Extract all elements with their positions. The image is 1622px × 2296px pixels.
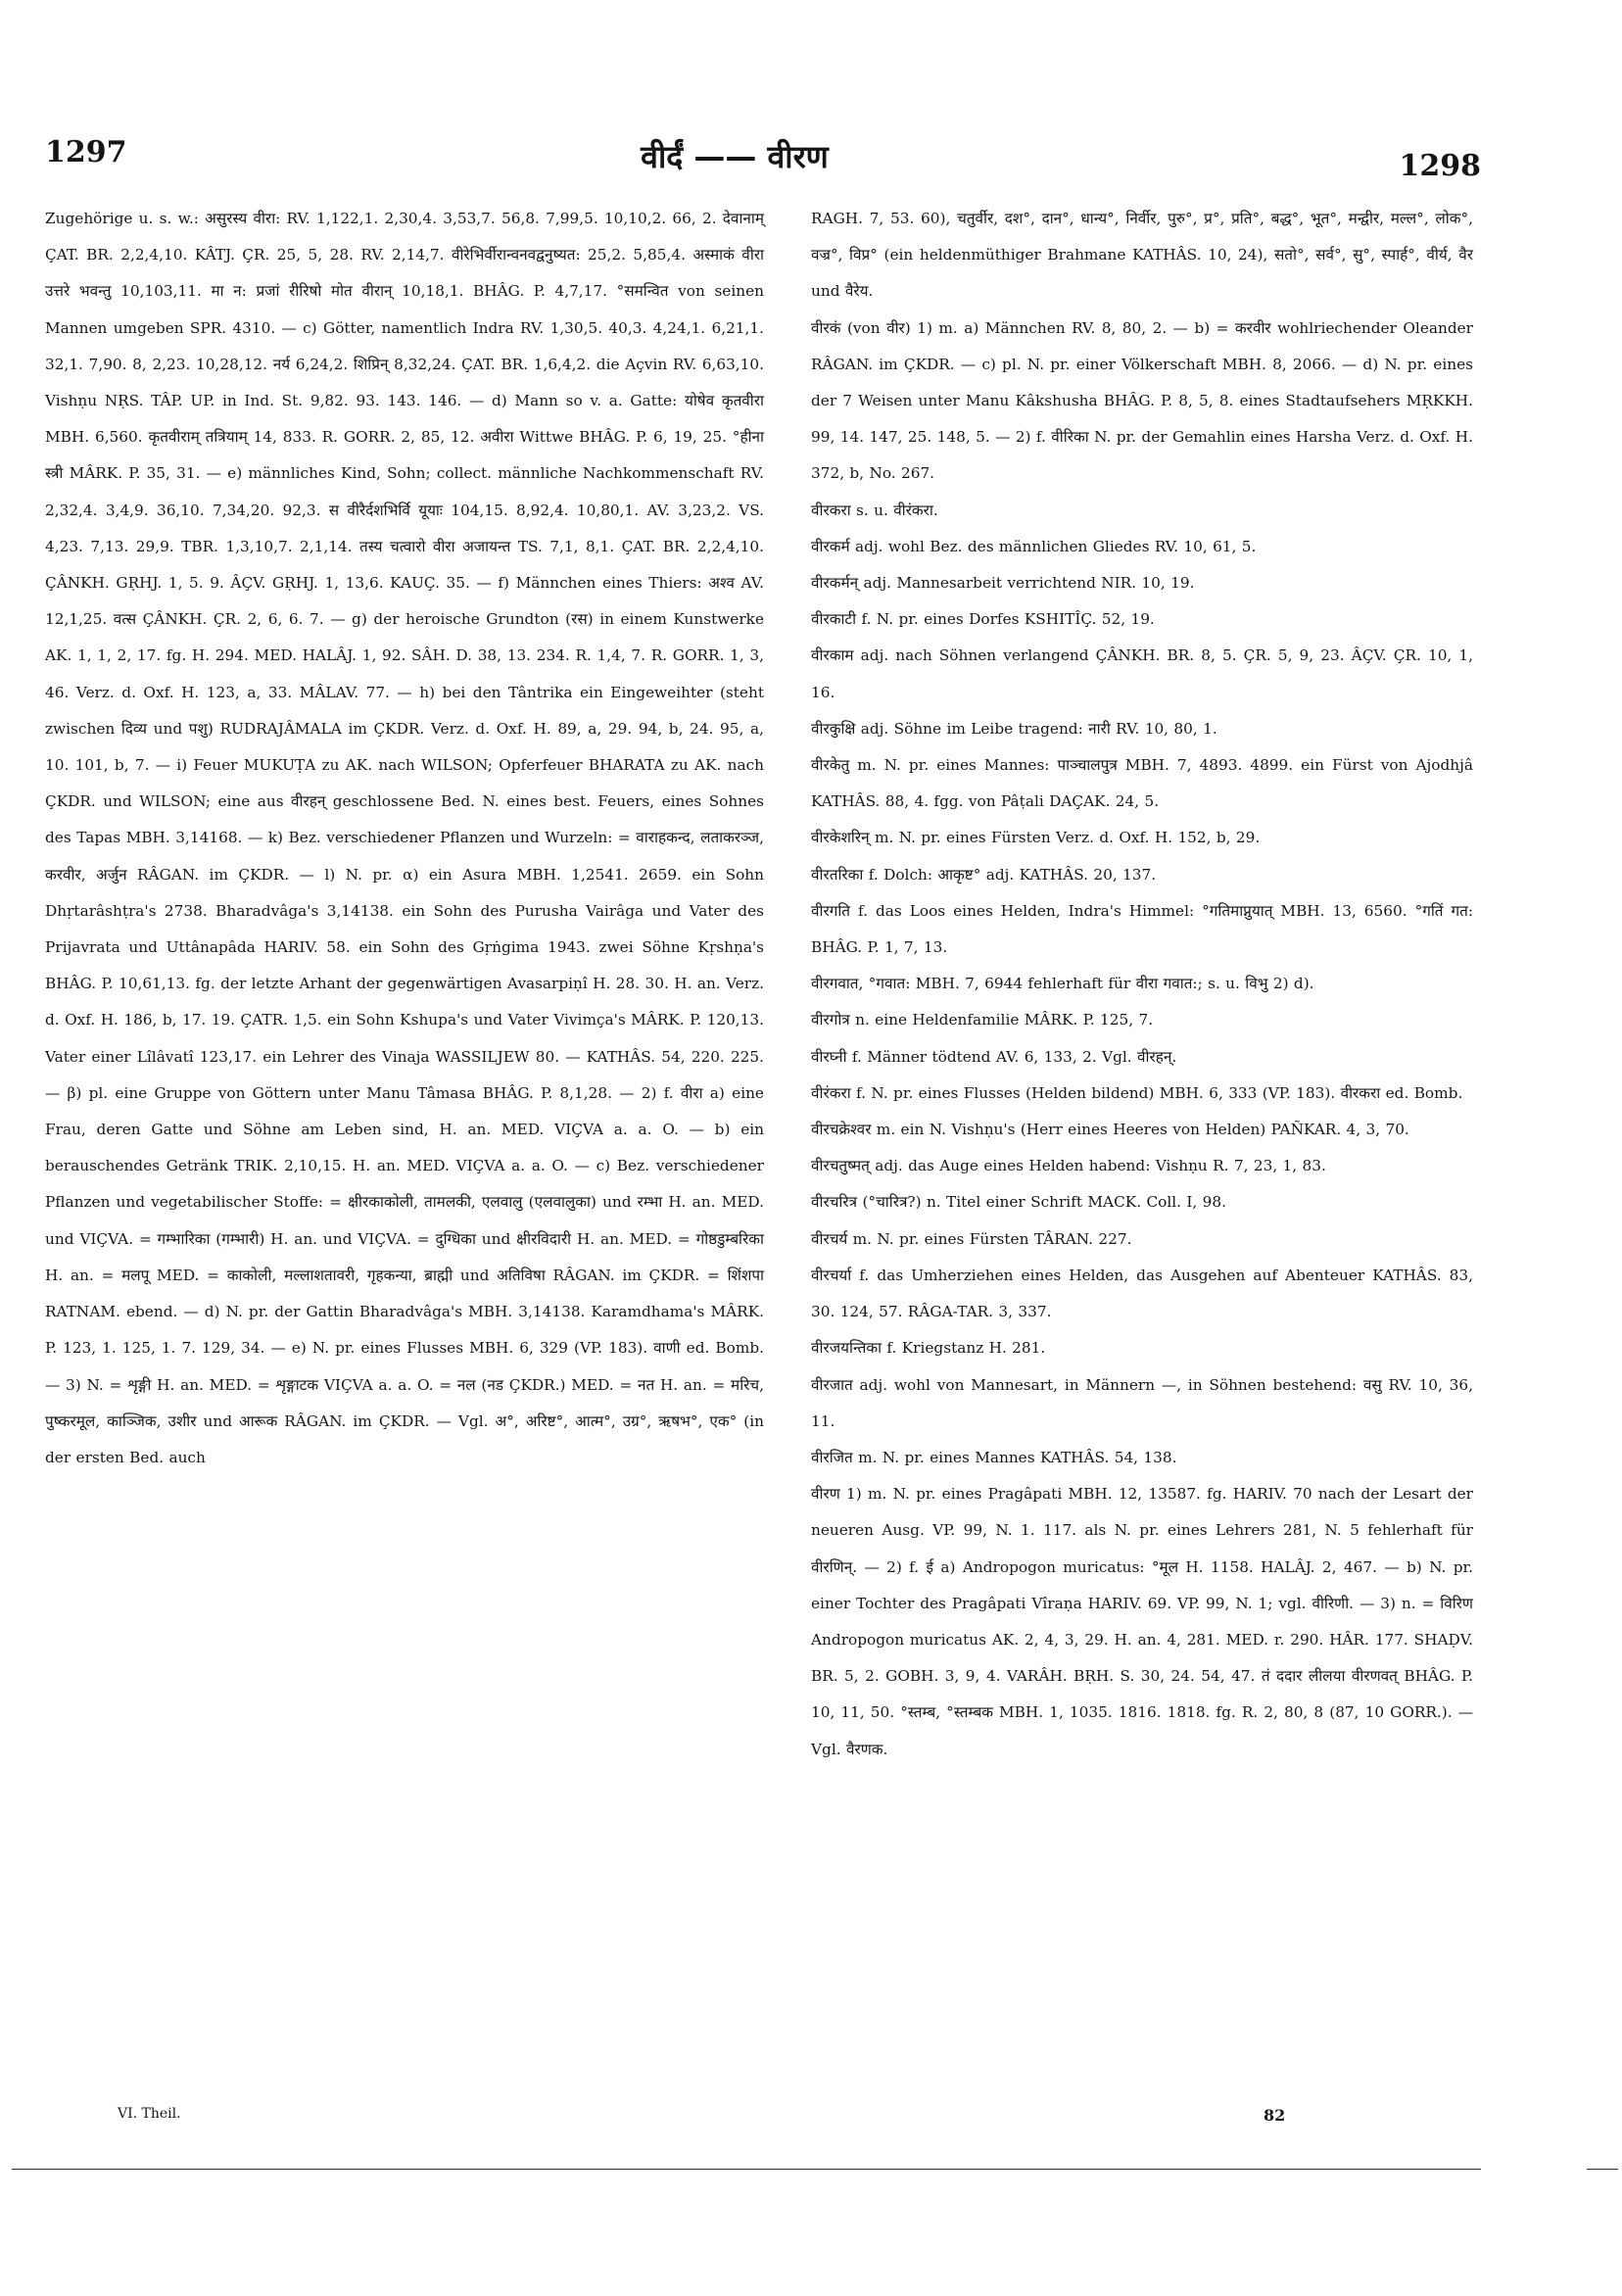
entry-virakama: वीरकाम adj. nach Söhnen verlangend ÇÂNKH. BR. 8, 5. ÇR. 5, 9, 23. ÂÇV. ÇR. 10, 1, 16. — [811, 646, 1473, 701]
entry-virachakshusmat: वीरचतुष्मत् adj. das Auge eines Helden habend: Vishṇu R. 7, 23, 1, 83. — [811, 1157, 1326, 1175]
volume-note: VI. Theil. — [118, 2106, 181, 2122]
entry-virak: वीरकं (von वीर) 1) m. a) Männchen RV. 8, 80, 2. — b) = करवीर wohlriechender Oleander RÂGAN. im ÇKDR. — c) pl. N. pr. einer Völkerschaft MBH. 8, 2066. — d) N. pr. eines der 7 Weisen unter Manu Kâkshusha BHÂG. P. 8, 5, 8. eines Stadtaufsehers MṚKKH. 99, 14. 147, 25. 148, 5. — 2) f. वीरिका N. pr. der Gemahlin eines Harsha Verz. d. Oxf. H. 372, b, No. 267. — [811, 318, 1473, 483]
entry-virachakreshvara: वीरचक्रेश्वर m. ein N. Vishṇu's (Herr eines Heeres von Helden) PAÑKAR. 4, 3, 70. — [811, 1121, 1409, 1139]
entry-viragavata: वीरगवात, °गवात: MBH. 7, 6944 fehlerhaft für वीरा गवात:; s. u. विभु 2) d). — [811, 975, 1314, 993]
entry-virakarma: वीरकर्म adj. wohl Bez. des männlichen Gliedes RV. 10, 61, 5. — [811, 537, 1257, 555]
right-column — [811, 201, 1473, 1768]
entry-virankara: वीरंकरा f. N. pr. eines Flusses (Helden bildend) MBH. 6, 333 (VP. 183). वीरकरा ed. Bomb. — [811, 1083, 1463, 1102]
entry-viracharitra: वीरचरित्र (°चारित्र?) n. Titel einer Schrift MACK. Coll. I, 98. — [811, 1193, 1226, 1212]
bottom-rule-fragment — [1587, 2169, 1618, 2170]
bottom-rule — [12, 2169, 1481, 2170]
entry-virachary-a: वीरचर्या f. das Umherziehen eines Helden, das Ausgehen auf Abenteuer KATHÂS. 83, 30. 124, 57. RÂGA-TAR. 3, 337. — [811, 1266, 1473, 1321]
entry-virajayantika: वीरजयन्तिका f. Kriegstanz H. 281. — [811, 1339, 1046, 1358]
entry-virajita: वीरजित m. N. pr. eines Mannes KATHÂS. 54, 138. — [811, 1448, 1177, 1466]
entry-virakarman: वीरकर्मन् adj. Mannesarbeit verrichtend NIR. 10, 19. — [811, 574, 1195, 593]
page-number-right: 1298 — [1399, 149, 1481, 183]
page-header — [0, 127, 1622, 186]
entry-virakara: वीरकरा s. u. वीरंकरा. — [811, 501, 938, 519]
page-number-left: 1297 — [45, 135, 127, 169]
left-column — [45, 201, 764, 1476]
running-head: वीर्दं —— वीरण — [641, 138, 829, 175]
entry-virana: वीरण 1) m. N. pr. eines Pragâpati MBH. 12, 13587. fg. HARIV. 70 nach der Lesart der neueren Ausg. VP. 99, N. 1. 117. als N. pr. eines Lehrers 281, N. 5 fehlerhaft für वीरणिन्. — 2) f. ई a) Andropogon muricatus: °मूल H. 1158. HALÂJ. 2, 467. — b) N. pr. einer Tochter des Pragâpati Vîraṇa HARIV. 69. VP. 99, N. 1; vgl. वीरिणी. — 3) n. = विरिण Andropogon muricatus AK. 2, 4, 3, 29. H. an. 4, 281. MED. r. 290. HÂR. 177. SHAḌV. BR. 5, 2. GOBH. 3, 9, 4. VARÂH. BṚH. S. 30, 24. 54, 47. तं ददार लीलया वीरणवत् BHÂG. P. 10, 11, 50. °स्तम्ब, °स्तम्बक MBH. 1, 1035. 1816. 1818. fg. R. 2, 80, 8 (87, 10 GORR.). — Vgl. वैरणक. — [811, 1485, 1473, 1758]
entry-viragati: वीरगति f. das Loos eines Helden, Indra's Himmel: °गतिमाप्नुयात् MBH. 13, 6560. °गतिं गत: BHÂG. P. 1, 7, 13. — [811, 901, 1473, 957]
entry-virakati: वीरकाटी f. N. pr. eines Dorfes KSHITÎÇ. 52, 19. — [811, 610, 1155, 629]
signature-mark: 82 — [1264, 2106, 1286, 2125]
entry-virachary: वीरचर्य m. N. pr. eines Fürsten TÂRAN. 227. — [811, 1229, 1132, 1248]
left-column-text: Zugehörige u. s. w.: असुरस्य वीरा: RV. 1,122,1. 2,30,4. 3,53,7. 56,8. 7,99,5. 10,10,2. 66, 2. देवानाम् ÇAT. BR. 2,2,4,10. KÂTJ. ÇR. 25, 5, 28. RV. 2,14,7. वीरेभिर्वीरान्वनवद्वनुष्यत: 25,2. 5,85,4. अस्माकं वीरा उत्तरे भवन्तु 10,103,11. मा न: प्रजां रीरिषो मोत वीरान् 10,18,1. BHÂG. P. 4,7,17. °समन्वित von seinen Mannen umgeben SPR. 4310. — c) Götter, namentlich Indra RV. 1,30,5. 40,3. 4,24,1. 6,21,1. 32,1. 7,90. 8, 2,23. 10,28,12. नर्य 6,24,2. शिप्रिन् 8,32,24. ÇAT. BR. 1,6,4,2. die Açvin RV. 6,63,10. Vishṇu NṚS. TÂP. UP. in Ind. St. 9,82. 93. 143. 146. — d) Mann so v. a. Gatte: योषेव कृतवीरा MBH. 6,560. कृतवीराम् तत्रियाम् 14, 833. R. GORR. 2, 85, 12. अवीरा Wittwe BHÂG. P. 6, 19, 25. °हीना स्त्री MÂRK. P. 35, 31. — e) männliches Kind, Sohn; collect. männliche Nachkommenschaft RV. 2,32,4. 3,4,9. 36,10. 7,34,20. 92,3. स वीरैर्दशभिर्वि यूयाः 104,15. 8,92,4. 10,80,1. AV. 3,23,2. VS. 4,23. 7,13. 29,9. TBR. 1,3,10,7. 2,1,14. तस्य चत्वारो वीरा अजायन्त TS. 7,1, 8,1. ÇAT. BR. 2,2,4,10. ÇÂNKH. GṚHJ. 1, 5. 9. ÂÇV. GṚHJ. 1, 13,6. KAUÇ. 35. — f) Männchen eines Thiers: अश्व AV. 12,1,25. वत्स ÇÂNKH. ÇR. 2, 6, 6. 7. — g) der heroische Grundton (रस) in einem Kunstwerke AK. 1, 1, 2, 17. fg. H. 294. MED. HALÂJ. 1, 92. SÂH. D. 38, 13. 234. R. 1,4, 7. R. GORR. 1, 3, 46. Verz. d. Oxf. H. 123, a, 33. MÂLAV. 77. — h) bei den Tântrika ein Eingeweihter (steht zwischen दिव्य und पशु) RUDRAJÂMALA im ÇKDR. Verz. d. Oxf. H. 89, a, 29. 94, b, 24. 95, a, 10. 101, b, 7. — i) Feuer MUKUṬA zu AK. nach WILSON; Opferfeuer BHARATA zu AK. nach ÇKDR. und WILSON; eine aus वीरहन् geschlossene Bed. N. eines best. Feuers, eines Sohnes des Tapas MBH. 3,14168. — k) Bez. verschiedener Pflanzen und Wurzeln: = वाराहकन्द, लताकरञ्ज, करवीर, अर्जुन RÂGAN. im ÇKDR. — l) N. pr. α) ein Asura MBH. 1,2541. 2659. ein Sohn Dhṛtarâshṭra's 2738. Bharadvâga's 3,14138. ein Sohn des Purusha Vairâga und Vater des Prijavrata und Uttânapâda HARIV. 58. ein Sohn des Gṛṅgima 1943. zwei Söhne Kṛshṇa's BHÂG. P. 10,61,13. fg. der letzte Arhant der gegenwärtigen Avasarpiṇî H. 28. 30. H. an. Verz. d. Oxf. H. 186, b, 17. 19. ÇATR. 1,5. ein Sohn Kshupa's und Vater Vivimça's MÂRK. P. 120,13. Vater einer Lîlâvatî 123,17. ein Lehrer des Vinaja WASSILJEW 80. — KATHÂS. 54, 220. 225. — β) pl. eine Gruppe von Göttern unter Manu Tâmasa BHÂG. P. 8,1,28. — 2) f. वीरा a) eine Frau, deren Gatte und Söhne am Leben sind, H. an. MED. VIÇVA a. a. O. — b) ein berauschendes Getränk TRIK. 2,10,15. H. an. MED. VIÇVA a. a. O. — c) Bez. verschiedener Pflanzen und vegetabilischer Stoffe: = क्षीरकाकोली, तामलकी, एलवालु (एलवालुका) und रम्भा H. an. MED. und VIÇVA. = गम्भारिका (गम्भारी) H. an. und VIÇVA. = दुग्धिका und क्षीरविदारी H. an. MED. = गोष्ठडुम्बरिका H. an. = मलपू MED. = काकोली, मल्लाशतावरी, गृहकन्या, ब्राह्मी und अतिविषा RÂGAN. im ÇKDR. = शिंशपा RATNAM. ebend. — d) N. pr. der Gattin Bharadvâga's MBH. 3,14138. Karamdhama's MÂRK. P. 123, 1. 125, 1. 7. 129, 34. — e) N. pr. eines Flusses MBH. 6, 329 (VP. 183). वाणी ed. Bomb. — 3) N. = शृङ्गी H. an. MED. = शृङ्गाटक VIÇVA a. a. O. = नल (नड ÇKDR.) MED. = नत H. an. = मरिच, पुष्करमूल, काञ्जिक, उशीर und आरूक RÂGAN. im ÇKDR. — Vgl. अ°, अरिष्ट°, आत्म°, उग्र°, ऋषभ°, एक° (in der ersten Bed. auch — [45, 210, 764, 1466]
entry-virajata: वीरजात adj. wohl von Mannesart, in Männern —, in Söhnen bestehend: वसु RV. 10, 36, 11. — [811, 1375, 1473, 1430]
entry-viraghni: वीरघ्नी f. Männer tödtend AV. 6, 133, 2. Vgl. वीरहन्. — [811, 1047, 1177, 1066]
entry-line: RAGH. 7, 53. 60), चतुर्वीर, दश°, दान°, धान्य°, निर्वीर, पुरु°, प्र°, प्रति°, बद्ध°, भूत°, मन्द्वीर, मल्ल°, लोक°, वज्र°, विप्र° (ein heldenmüthiger Brahmane KATHÂS. 10, 24), सतो°, सर्व°, सु°, स्पार्ह°, वीर्य, वैर und वैरेय. — [811, 210, 1473, 301]
entry-viragotra: वीरगोत्र n. eine Heldenfamilie MÂRK. P. 125, 7. — [811, 1011, 1154, 1029]
entry-virakesharin: वीरकेशरिन् m. N. pr. eines Fürsten Verz. d. Oxf. H. 152, b, 29. — [811, 829, 1261, 847]
entry-virakukshi: वीरकुक्षि adj. Söhne im Leibe tragend: नारी RV. 10, 80, 1. — [811, 719, 1217, 738]
entry-virataarika: वीरतरिका f. Dolch: आकृष्ट° adj. KATHÂS. 20, 137. — [811, 865, 1157, 884]
entry-viraketu: वीरकेतु m. N. pr. eines Mannes: पाञ्चालपुत्र MBH. 7, 4893. 4899. ein Fürst von Ajodhjâ KATHÂS. 88, 4. fgg. von Pâṭali DAÇAK. 24, 5. — [811, 756, 1473, 811]
